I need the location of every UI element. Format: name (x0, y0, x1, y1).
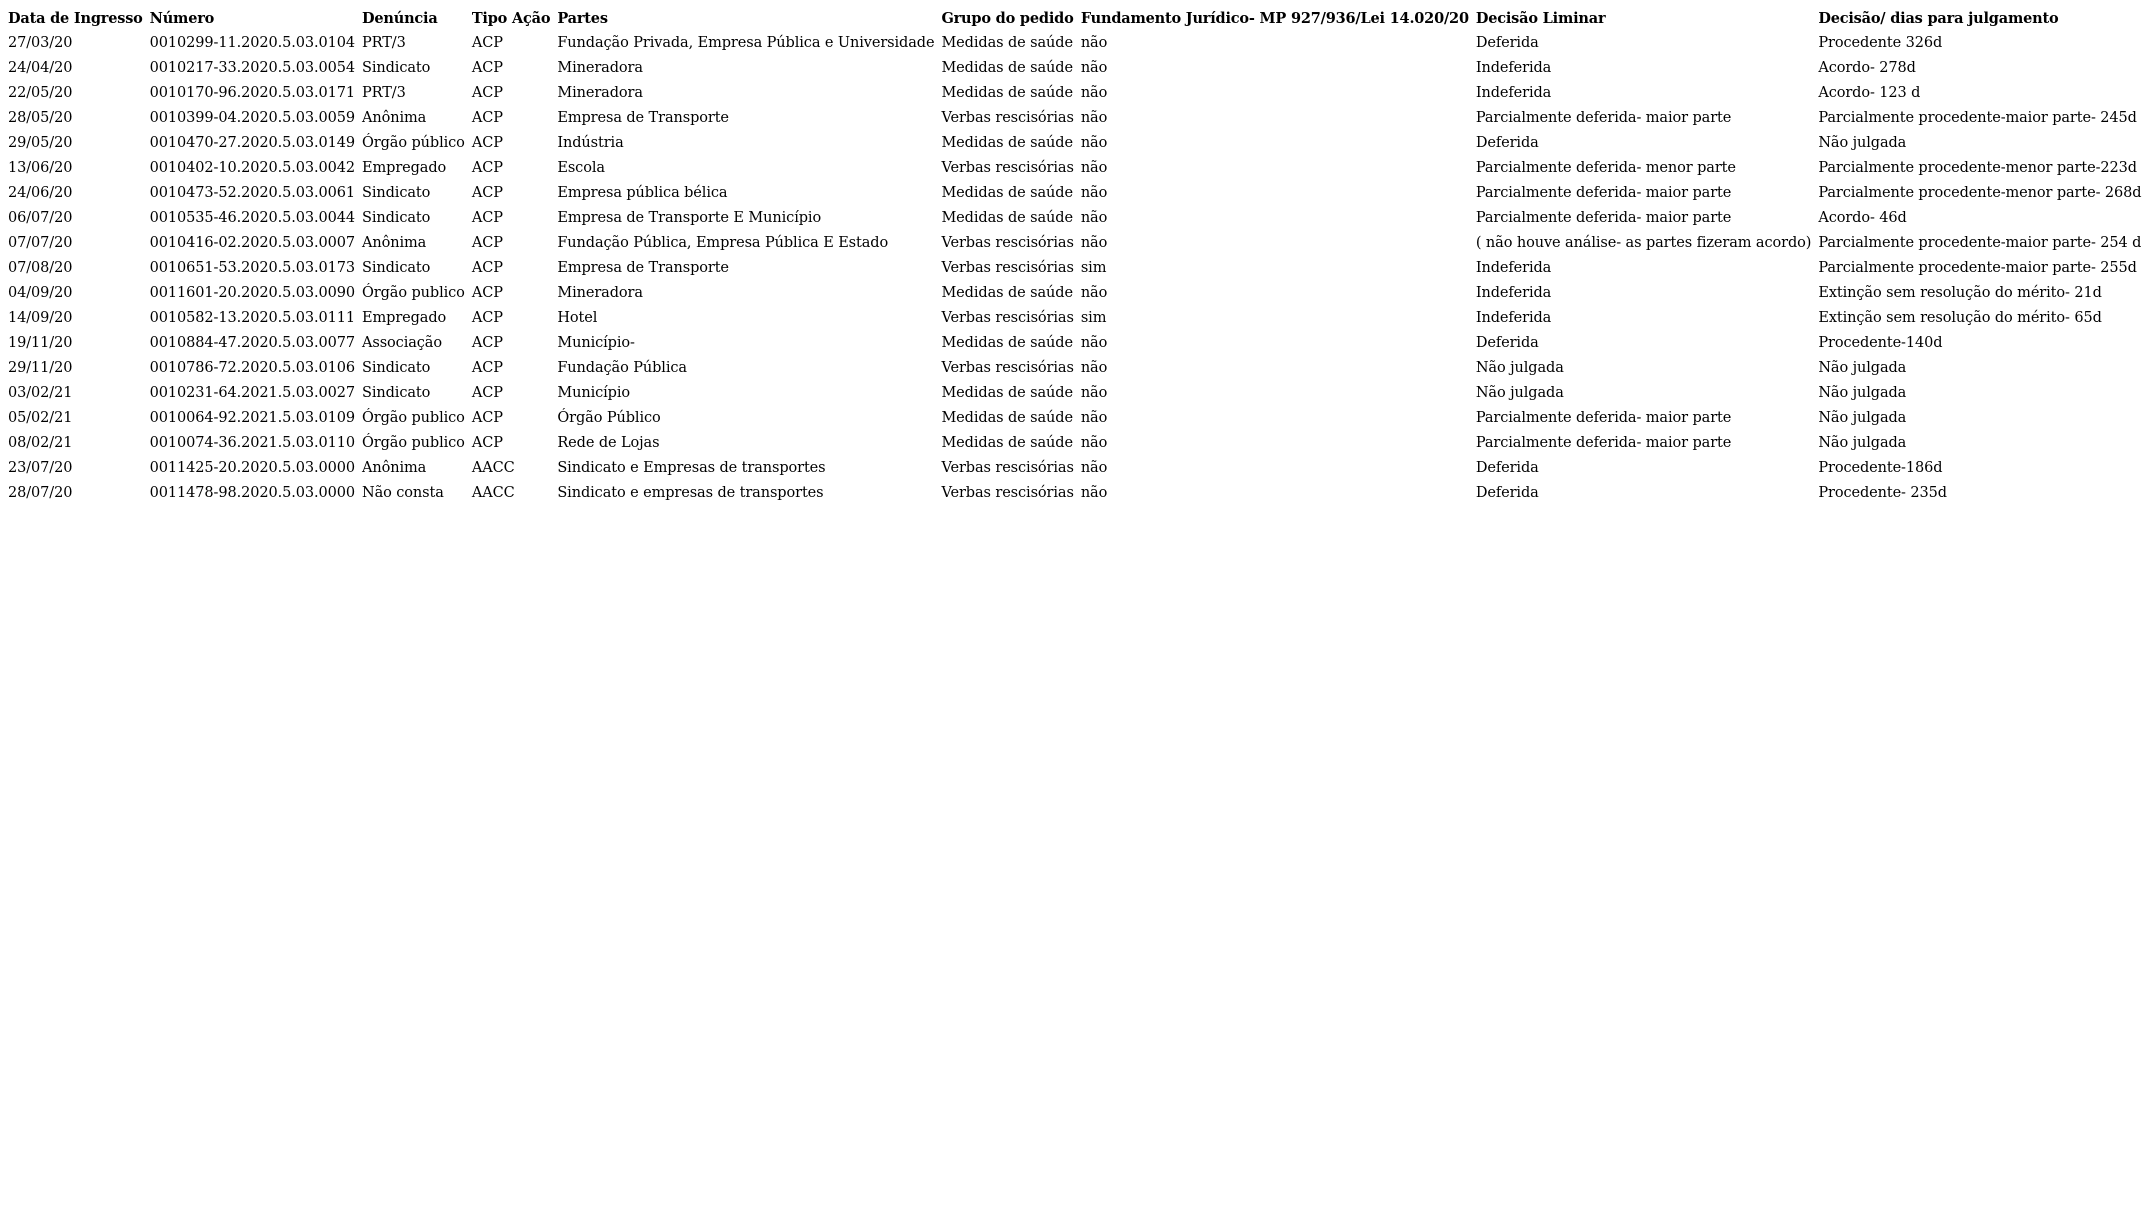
cell-numero: 0010064-92.2021.5.03.0109 (149, 410, 355, 426)
cell-decisao-liminar: Indeferida (1475, 310, 1552, 326)
cell-denuncia: Sindicato (362, 360, 431, 376)
cases-table (5, 6, 2145, 506)
cell-data-ingresso: 24/06/20 (8, 185, 73, 201)
cell-partes: Hotel (557, 310, 598, 326)
cell-tipo-acao: ACP (471, 110, 503, 126)
cell-decisao-liminar: Indeferida (1475, 85, 1552, 101)
cell-denuncia: Órgão público (362, 135, 465, 151)
cell-partes: Município (557, 385, 631, 401)
cell-data-ingresso: 29/05/20 (8, 135, 73, 151)
cell-grupo-pedido: Verbas rescisórias (941, 485, 1074, 501)
cell-fundamento-juridico: não (1080, 285, 1108, 301)
cell-grupo-pedido: Verbas rescisórias (941, 260, 1074, 276)
header-tipo-acao: Tipo Ação (471, 10, 551, 27)
cell-tipo-acao: ACP (471, 35, 503, 51)
table-row (5, 56, 2145, 81)
cell-grupo-pedido: Medidas de saúde (941, 185, 1073, 201)
cell-decisao-liminar: Deferida (1475, 460, 1539, 476)
cell-tipo-acao: ACP (471, 235, 503, 251)
cell-data-ingresso: 07/08/20 (8, 260, 73, 276)
cell-fundamento-juridico: não (1080, 60, 1108, 76)
cell-grupo-pedido: Verbas rescisórias (941, 160, 1074, 176)
cell-data-ingresso: 24/04/20 (8, 60, 73, 76)
cell-decisao-dias: Parcialmente procedente-maior parte- 245d (1818, 110, 2137, 126)
table-row (5, 481, 2145, 506)
cell-partes: Sindicato e Empresas de transportes (557, 460, 826, 476)
cell-partes: Fundação Pública, Empresa Pública E Estado (557, 235, 889, 251)
cell-denuncia: PRT/3 (362, 85, 406, 101)
cell-decisao-liminar: Parcialmente deferida- maior parte (1475, 110, 1732, 126)
cell-tipo-acao: ACP (471, 160, 503, 176)
table-row (5, 156, 2145, 181)
cell-data-ingresso: 13/06/20 (8, 160, 73, 176)
cell-denuncia: Sindicato (362, 210, 431, 226)
cell-tipo-acao: ACP (471, 385, 503, 401)
cell-denuncia: Sindicato (362, 185, 431, 201)
cell-numero: 0011601-20.2020.5.03.0090 (149, 285, 355, 301)
cell-decisao-liminar: Parcialmente deferida- maior parte (1475, 185, 1732, 201)
cell-numero: 0010884-47.2020.5.03.0077 (149, 335, 355, 351)
table-row (5, 31, 2145, 56)
cell-grupo-pedido: Medidas de saúde (941, 385, 1073, 401)
table-row (5, 356, 2145, 381)
cell-decisao-liminar: Parcialmente deferida- maior parte (1475, 410, 1732, 426)
cell-decisao-liminar: ( não houve análise- as partes fizeram acordo) (1475, 235, 1812, 251)
cell-data-ingresso: 05/02/21 (8, 410, 73, 426)
cell-numero: 0011425-20.2020.5.03.0000 (149, 460, 355, 476)
cell-denuncia: Sindicato (362, 60, 431, 76)
cell-fundamento-juridico: não (1080, 160, 1108, 176)
cell-numero: 0010473-52.2020.5.03.0061 (149, 185, 355, 201)
cell-grupo-pedido: Medidas de saúde (941, 435, 1073, 451)
cell-data-ingresso: 14/09/20 (8, 310, 73, 326)
table-row (5, 206, 2145, 231)
table-body (5, 31, 2145, 506)
cell-partes: Mineradora (557, 285, 643, 301)
cell-numero: 0010402-10.2020.5.03.0042 (149, 160, 355, 176)
cell-partes: Empresa pública bélica (557, 185, 728, 201)
cell-fundamento-juridico: não (1080, 110, 1108, 126)
cell-tipo-acao: ACP (471, 60, 503, 76)
cell-denuncia: Órgão publico (362, 435, 465, 451)
header-grupo-pedido: Grupo do pedido (941, 10, 1074, 27)
cell-partes: Fundação Pública (557, 360, 687, 376)
cell-numero: 0010299-11.2020.5.03.0104 (149, 35, 355, 51)
cell-numero: 0010231-64.2021.5.03.0027 (149, 385, 355, 401)
cell-tipo-acao: ACP (471, 260, 503, 276)
cell-partes: Escola (557, 160, 605, 176)
cell-data-ingresso: 23/07/20 (8, 460, 73, 476)
cell-partes: Fundação Privada, Empresa Pública e Universidade (557, 35, 935, 51)
cell-decisao-liminar: Deferida (1475, 485, 1539, 501)
cell-partes: Mineradora (557, 85, 643, 101)
cell-decisao-dias: Não julgada (1818, 135, 1907, 151)
cell-denuncia: Órgão publico (362, 410, 465, 426)
cell-partes: Empresa de Transporte (557, 260, 729, 276)
cell-grupo-pedido: Medidas de saúde (941, 35, 1073, 51)
cell-decisao-dias: Extinção sem resolução do mérito- 65d (1818, 310, 2102, 326)
cell-grupo-pedido: Medidas de saúde (941, 335, 1073, 351)
cell-fundamento-juridico: não (1080, 35, 1108, 51)
header-denuncia: Denúncia (362, 10, 438, 27)
table-row (5, 331, 2145, 356)
cell-fundamento-juridico: não (1080, 85, 1108, 101)
table-row (5, 181, 2145, 206)
cell-decisao-dias: Não julgada (1818, 410, 1907, 426)
cell-denuncia: Anônima (362, 235, 427, 251)
cell-tipo-acao: ACP (471, 135, 503, 151)
cell-decisao-dias: Procedente-140d (1818, 335, 1943, 351)
cell-grupo-pedido: Verbas rescisórias (941, 460, 1074, 476)
header-decisao-dias: Decisão/ dias para julgamento (1818, 10, 2059, 27)
cell-grupo-pedido: Medidas de saúde (941, 85, 1073, 101)
table-row (5, 81, 2145, 106)
cell-decisao-liminar: Deferida (1475, 135, 1539, 151)
header-data-ingresso: Data de Ingresso (8, 10, 143, 27)
cell-data-ingresso: 04/09/20 (8, 285, 73, 301)
table-row (5, 106, 2145, 131)
cell-fundamento-juridico: não (1080, 385, 1108, 401)
cell-data-ingresso: 19/11/20 (8, 335, 73, 351)
cell-decisao-dias: Procedente 326d (1818, 35, 1943, 51)
cell-tipo-acao: ACP (471, 335, 503, 351)
cell-numero: 0010170-96.2020.5.03.0171 (149, 85, 355, 101)
cell-data-ingresso: 06/07/20 (8, 210, 73, 226)
cell-numero: 0010399-04.2020.5.03.0059 (149, 110, 355, 126)
header-row (5, 6, 2145, 31)
cell-grupo-pedido: Medidas de saúde (941, 210, 1073, 226)
cell-fundamento-juridico: sim (1080, 310, 1107, 326)
table-row (5, 231, 2145, 256)
cell-denuncia: Não consta (362, 485, 444, 501)
cell-denuncia: Empregado (362, 160, 447, 176)
cell-denuncia: Órgão publico (362, 285, 465, 301)
cell-tipo-acao: ACP (471, 310, 503, 326)
cell-partes: Órgão Público (557, 410, 661, 426)
cell-tipo-acao: ACP (471, 435, 503, 451)
cell-grupo-pedido: Verbas rescisórias (941, 360, 1074, 376)
cell-fundamento-juridico: não (1080, 210, 1108, 226)
cell-data-ingresso: 29/11/20 (8, 360, 73, 376)
cell-denuncia: Associação (362, 335, 442, 351)
cell-decisao-liminar: Indeferida (1475, 260, 1552, 276)
cell-fundamento-juridico: sim (1080, 260, 1107, 276)
cell-denuncia: Sindicato (362, 385, 431, 401)
table-row (5, 281, 2145, 306)
cell-decisao-dias: Extinção sem resolução do mérito- 21d (1818, 285, 2102, 301)
cell-partes: Indústria (557, 135, 624, 151)
cell-decisao-liminar: Parcialmente deferida- maior parte (1475, 210, 1732, 226)
cell-denuncia: Sindicato (362, 260, 431, 276)
cell-fundamento-juridico: não (1080, 460, 1108, 476)
cell-fundamento-juridico: não (1080, 235, 1108, 251)
cell-decisao-dias: Procedente-186d (1818, 460, 1943, 476)
cell-fundamento-juridico: não (1080, 185, 1108, 201)
cell-decisao-liminar: Parcialmente deferida- menor parte (1475, 160, 1736, 176)
cell-partes: Empresa de Transporte E Município (557, 210, 822, 226)
cell-numero: 0011478-98.2020.5.03.0000 (149, 485, 355, 501)
cell-fundamento-juridico: não (1080, 360, 1108, 376)
cell-fundamento-juridico: não (1080, 335, 1108, 351)
table-row (5, 456, 2145, 481)
cell-tipo-acao: ACP (471, 85, 503, 101)
cell-data-ingresso: 03/02/21 (8, 385, 73, 401)
cell-numero: 0010651-53.2020.5.03.0173 (149, 260, 355, 276)
cell-tipo-acao: ACP (471, 410, 503, 426)
cell-fundamento-juridico: não (1080, 485, 1108, 501)
cell-grupo-pedido: Medidas de saúde (941, 60, 1073, 76)
cell-tipo-acao: ACP (471, 185, 503, 201)
cell-decisao-liminar: Deferida (1475, 335, 1539, 351)
table-row (5, 381, 2145, 406)
cell-decisao-liminar: Deferida (1475, 35, 1539, 51)
cell-partes: Mineradora (557, 60, 643, 76)
cell-numero: 0010470-27.2020.5.03.0149 (149, 135, 355, 151)
table-row (5, 256, 2145, 281)
cell-partes: Sindicato e empresas de transportes (557, 485, 824, 501)
cell-decisao-dias: Parcialmente procedente-maior parte- 255d (1818, 260, 2137, 276)
cell-grupo-pedido: Medidas de saúde (941, 285, 1073, 301)
cell-decisao-liminar: Indeferida (1475, 60, 1552, 76)
cell-partes: Rede de Lojas (557, 435, 660, 451)
cell-grupo-pedido: Medidas de saúde (941, 410, 1073, 426)
cell-numero: 0010074-36.2021.5.03.0110 (149, 435, 355, 451)
table-row (5, 431, 2145, 456)
cell-denuncia: PRT/3 (362, 35, 406, 51)
cell-numero: 0010786-72.2020.5.03.0106 (149, 360, 355, 376)
cell-numero: 0010416-02.2020.5.03.0007 (149, 235, 355, 251)
cell-data-ingresso: 08/02/21 (8, 435, 73, 451)
cell-partes: Município- (557, 335, 635, 351)
cell-grupo-pedido: Medidas de saúde (941, 135, 1073, 151)
header-partes: Partes (557, 10, 608, 27)
cell-decisao-dias: Parcialmente procedente-menor parte- 268d (1818, 185, 2142, 201)
cell-tipo-acao: AACC (471, 485, 515, 501)
cell-decisao-liminar: Indeferida (1475, 285, 1552, 301)
cell-data-ingresso: 28/05/20 (8, 110, 73, 126)
cell-decisao-dias: Acordo- 46d (1818, 210, 1907, 226)
cell-partes: Empresa de Transporte (557, 110, 729, 126)
cell-grupo-pedido: Verbas rescisórias (941, 235, 1074, 251)
cell-numero: 0010535-46.2020.5.03.0044 (149, 210, 355, 226)
cell-data-ingresso: 07/07/20 (8, 235, 73, 251)
cell-denuncia: Anônima (362, 460, 427, 476)
cell-numero: 0010217-33.2020.5.03.0054 (149, 60, 355, 76)
cell-tipo-acao: ACP (471, 210, 503, 226)
cell-fundamento-juridico: não (1080, 410, 1108, 426)
cell-data-ingresso: 27/03/20 (8, 35, 73, 51)
cell-decisao-dias: Parcialmente procedente-maior parte- 254 d (1818, 235, 2142, 251)
cell-data-ingresso: 28/07/20 (8, 485, 73, 501)
cell-decisao-dias: Acordo- 123 d (1818, 85, 1921, 101)
cell-fundamento-juridico: não (1080, 135, 1108, 151)
cell-decisao-liminar: Parcialmente deferida- maior parte (1475, 435, 1732, 451)
cell-tipo-acao: ACP (471, 360, 503, 376)
cell-decisao-dias: Parcialmente procedente-menor parte-223d (1818, 160, 2137, 176)
cell-tipo-acao: AACC (471, 460, 515, 476)
cell-decisao-dias: Não julgada (1818, 385, 1907, 401)
cell-grupo-pedido: Verbas rescisórias (941, 310, 1074, 326)
table-row (5, 131, 2145, 156)
cell-decisao-liminar: Não julgada (1475, 385, 1564, 401)
header-numero: Número (149, 10, 215, 27)
cell-decisao-dias: Acordo- 278d (1818, 60, 1916, 76)
cell-decisao-dias: Não julgada (1818, 360, 1907, 376)
cell-tipo-acao: ACP (471, 285, 503, 301)
cell-denuncia: Anônima (362, 110, 427, 126)
cell-denuncia: Empregado (362, 310, 447, 326)
cell-data-ingresso: 22/05/20 (8, 85, 73, 101)
cell-numero: 0010582-13.2020.5.03.0111 (149, 310, 355, 326)
cell-decisao-dias: Não julgada (1818, 435, 1907, 451)
cell-decisao-liminar: Não julgada (1475, 360, 1564, 376)
cell-fundamento-juridico: não (1080, 435, 1108, 451)
cell-grupo-pedido: Verbas rescisórias (941, 110, 1074, 126)
cell-decisao-dias: Procedente- 235d (1818, 485, 1947, 501)
header-decisao-liminar: Decisão Liminar (1475, 10, 1606, 27)
table-row (5, 306, 2145, 331)
header-fundamento-juridico: Fundamento Jurídico- MP 927/936/Lei 14.020/20 (1080, 10, 1469, 27)
table-row (5, 406, 2145, 431)
